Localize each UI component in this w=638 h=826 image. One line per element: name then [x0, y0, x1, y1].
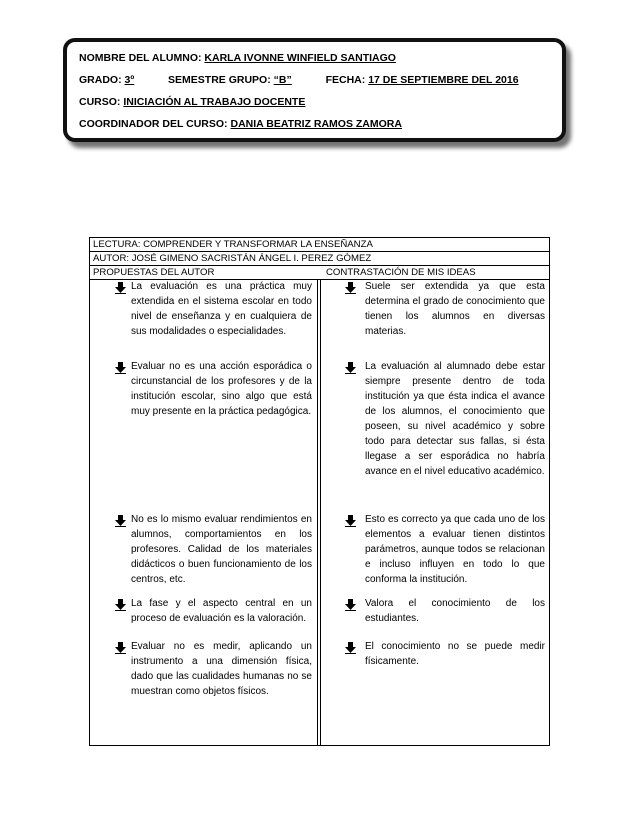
table-body	[90, 279, 549, 745]
grado-label: GRADO:	[79, 74, 122, 86]
coordinador-value: DANIA BEATRIZ RAMOS ZAMORA	[230, 118, 402, 130]
arrow-bullet-icon	[345, 282, 356, 294]
grado-value: 3º	[124, 74, 135, 86]
comparison-table	[89, 237, 550, 746]
fecha-value: 17 DE SEPTIEMBRE DEL 2016	[368, 74, 519, 86]
contrastacion-item: La evaluación al alumnado debe estar siempre presente dentro de toda institución ya que ésta indica el avance de los alumnos, el conocimiento que poseen, su nivel académico y sobre todo para detectar sus fallas, si ésta llegase a ser esporádica no habría avance en el nivel educativo académico.	[365, 361, 545, 477]
contrastacion-item: Suele ser extendida ya que esta determina el grado de conocimiento que tienen los alumnos en diversas materias.	[365, 281, 545, 337]
coordinador-label: COORDINADOR DEL CURSO:	[79, 118, 228, 130]
student-info-box	[63, 38, 566, 142]
autor-row: AUTOR: JOSÉ GIMENO SACRISTÁN ÁNGEL I. PEREZ GÓMEZ	[90, 252, 549, 266]
semestre-label: SEMESTRE GRUPO:	[168, 74, 271, 86]
arrow-bullet-icon	[115, 642, 126, 654]
propuesta-item: La evaluación es una práctica muy extendida en el sistema escolar en todo nivel de enseñanza y en cualquiera de sus modalidades o especialidades.	[131, 281, 312, 337]
column-divider	[317, 279, 321, 745]
contrastacion-item: Valora el conocimiento de los estudiantes.	[365, 598, 545, 624]
table-header-row	[90, 266, 549, 280]
propuesta-item: No es lo mismo evaluar rendimientos en alumnos, comportamientos en los profesores. Calidad de los materiales didácticos o buen funcionamiento de los centros, etc.	[131, 514, 312, 585]
coordinador-line	[79, 116, 562, 138]
col-header-contrastacion: CONTRASTACIÓN DE MIS IDEAS	[326, 267, 476, 278]
arrow-bullet-icon	[345, 599, 356, 611]
alumno-line	[79, 50, 562, 72]
fecha-label: FECHA:	[325, 74, 366, 86]
propuesta-item: Evaluar no es medir, aplicando un instrumento a una dimensión física, dado que las cualidades humanas no se muestran como objetos físicos.	[131, 641, 312, 697]
lectura-row: LECTURA: COMPRENDER Y TRANSFORMAR LA ENSEÑANZA	[90, 238, 549, 252]
arrow-bullet-icon	[345, 642, 356, 654]
contrastacion-item: Esto es correcto ya que cada uno de los elementos a evaluar tienen distintos parámetros, aunque todos se relacionan e incluso influyen en todo lo que conforma la institución.	[365, 514, 545, 585]
grado-line	[79, 72, 562, 94]
arrow-bullet-icon	[115, 599, 126, 611]
curso-value: INICIACIÓN AL TRABAJO DOCENTE	[123, 96, 306, 108]
propuesta-item: Evaluar no es una acción esporádica o circunstancial de los profesores y de la institución escolar, sino algo que está muy presente en la práctica pedagógica.	[131, 361, 312, 417]
col-header-propuestas: PROPUESTAS DEL AUTOR	[93, 267, 215, 278]
arrow-bullet-icon	[345, 515, 356, 527]
alumno-label: NOMBRE DEL ALUMNO:	[79, 52, 202, 64]
semestre-value: “B”	[273, 74, 292, 86]
contrastacion-item: El conocimiento no se puede medir físicamente.	[365, 641, 545, 667]
arrow-bullet-icon	[115, 282, 126, 294]
curso-line	[79, 94, 562, 116]
alumno-value: KARLA IVONNE WINFIELD SANTIAGO	[204, 52, 396, 64]
curso-label: CURSO:	[79, 96, 121, 108]
arrow-bullet-icon	[345, 362, 356, 374]
arrow-bullet-icon	[115, 515, 126, 527]
arrow-bullet-icon	[115, 362, 126, 374]
propuesta-item: La fase y el aspecto central en un proceso de evaluación es la valoración.	[131, 598, 312, 624]
